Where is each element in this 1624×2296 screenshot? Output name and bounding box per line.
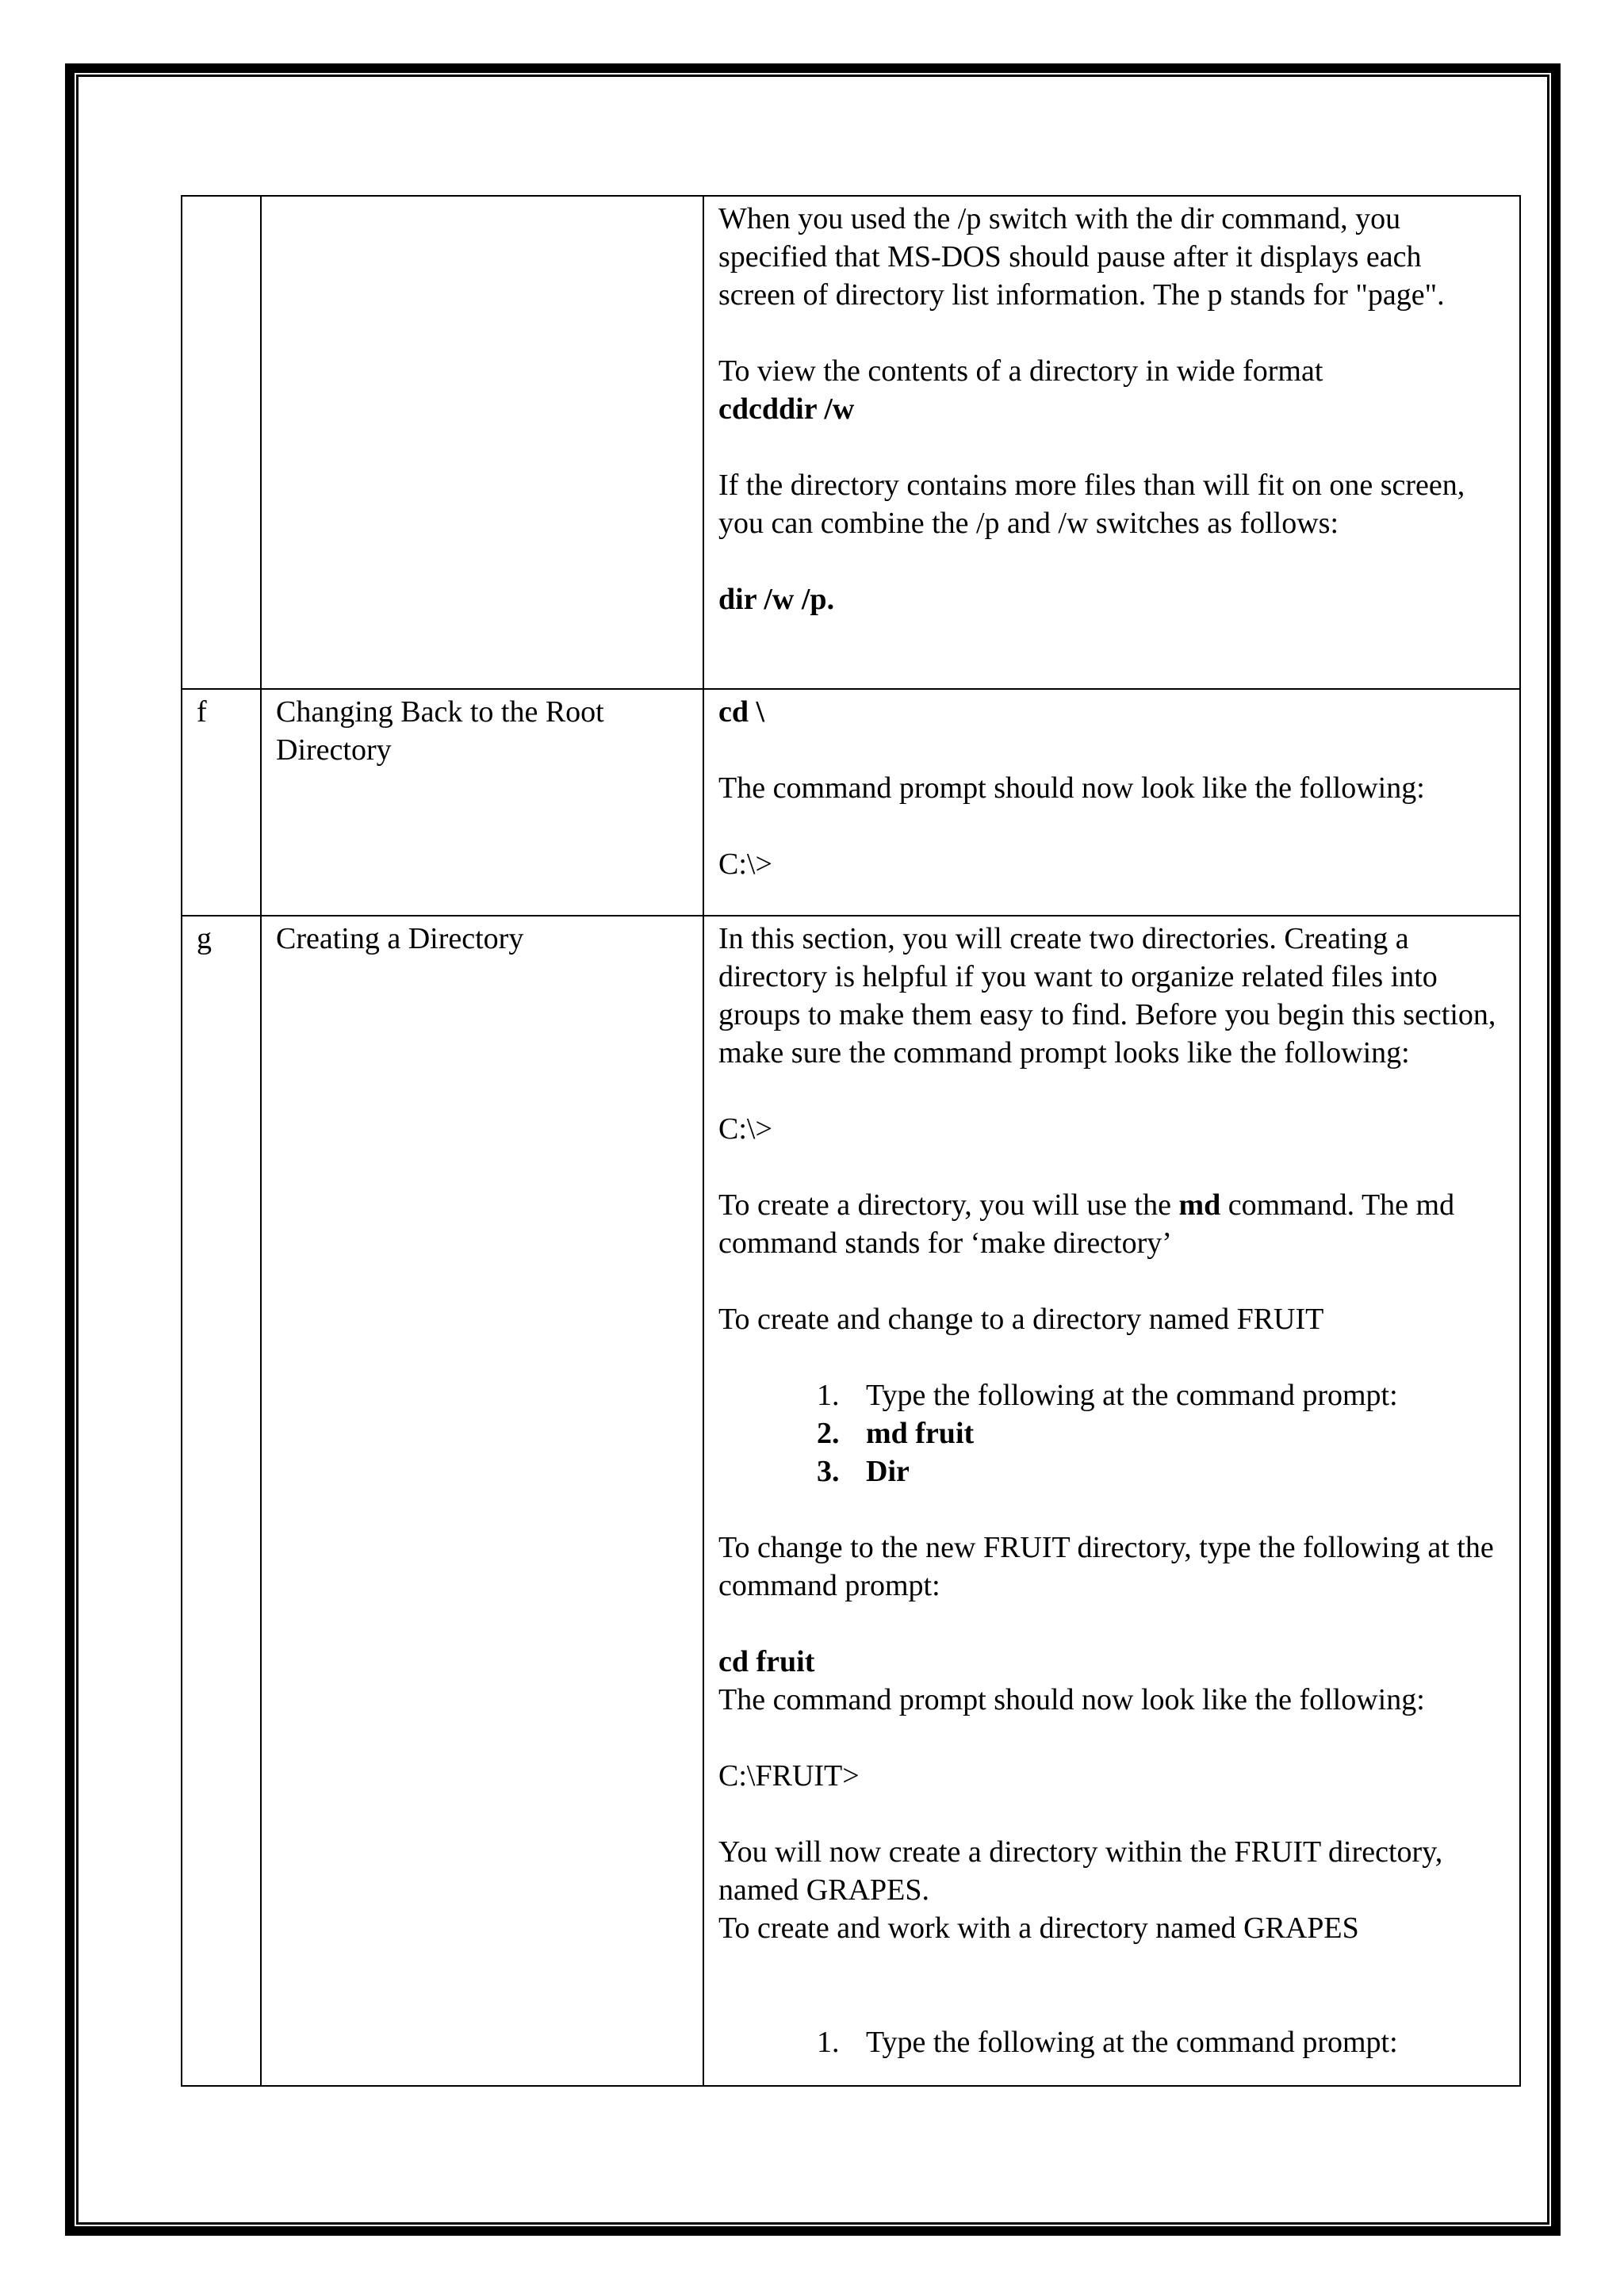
step-content-cell	[703, 196, 1520, 689]
command-text: dir /w /p.	[718, 583, 835, 616]
paragraph: To change to the new FRUIT directory, type the following at the command prompt:	[718, 1531, 1494, 1602]
step-title-cell: Changing Back to the Root Directory	[261, 689, 703, 916]
list-item: 2. md fruit	[817, 1417, 975, 1450]
paragraph: To view the contents of a directory in wide format	[718, 354, 1323, 388]
paragraph: The command prompt should now look like the following:	[718, 771, 1425, 805]
paragraph: When you used the /p switch with the dir command, you specified that MS-DOS should pause after it displays each screen of directory list information. The p stands for "page".	[718, 202, 1445, 312]
table-row	[182, 916, 1520, 2086]
step-content-cell	[703, 689, 1520, 916]
paragraph: If the directory contains more files than will fit on one screen, you can combine the /p and /w switches as follows:	[718, 469, 1465, 540]
numbered-list	[718, 1376, 1505, 1490]
step-letter-cell: f	[182, 689, 261, 916]
paragraph: To create a directory, you will use the md command. The md command stands for ‘make directory’	[718, 1188, 1455, 1260]
step-title-cell: Creating a Directory	[261, 916, 703, 2086]
table-row	[182, 196, 1520, 689]
command-text: cd \	[718, 695, 765, 729]
numbered-list	[718, 2023, 1505, 2061]
prompt-text: C:\>	[718, 1112, 772, 1146]
prompt-text: C:\>	[718, 848, 772, 881]
command-text: cd fruit	[718, 1645, 815, 1678]
list-item: 1. Type the following at the command prompt:	[817, 1379, 1398, 1412]
paragraph: To create and work with a directory named GRAPES	[718, 1911, 1359, 1945]
table-row	[182, 689, 1520, 916]
step-letter-cell	[182, 196, 261, 689]
step-content-cell	[703, 916, 1520, 2086]
command-text: cdcddir /w	[718, 392, 855, 426]
list-item: 3. Dir	[817, 1455, 910, 1488]
prompt-text: C:\FRUIT>	[718, 1759, 860, 1793]
paragraph: You will now create a directory within the FRUIT directory, named GRAPES.	[718, 1835, 1443, 1907]
instruction-table	[181, 195, 1521, 2087]
paragraph: In this section, you will create two directories. Creating a directory is helpful if you want to organize related files into groups to make them easy to find. Before you begin this section, make sure the command prompt looks like the following:	[718, 922, 1496, 1070]
step-letter-cell: g	[182, 916, 261, 2086]
step-title-cell	[261, 196, 703, 689]
list-item: 1. Type the following at the command prompt:	[817, 2026, 1398, 2059]
paragraph: The command prompt should now look like the following:	[718, 1683, 1425, 1716]
paragraph: To create and change to a directory named FRUIT	[718, 1303, 1324, 1336]
